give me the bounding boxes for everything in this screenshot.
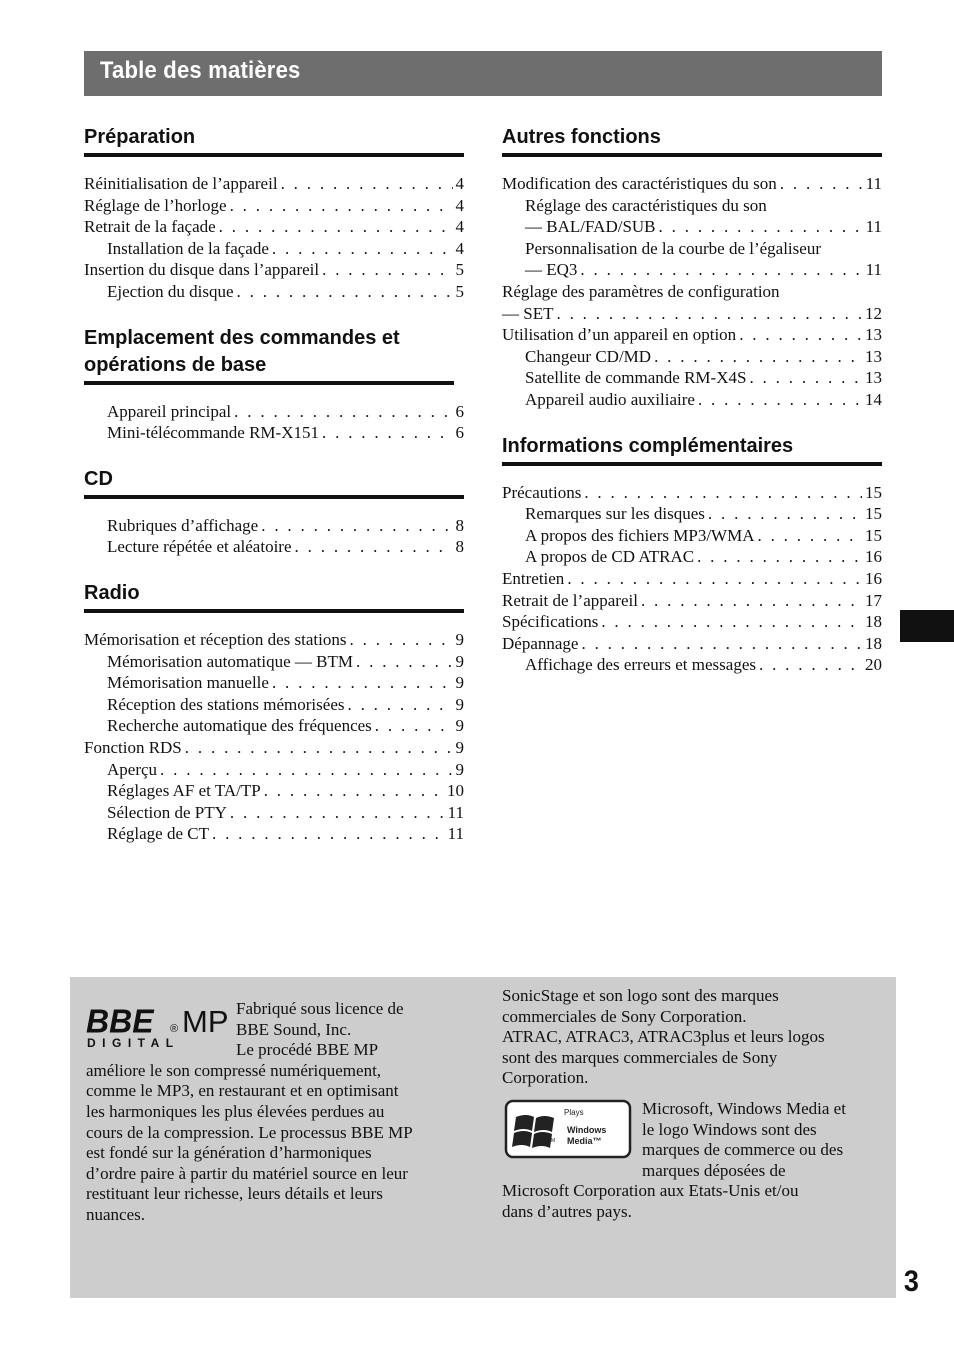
toc-section-autres xyxy=(502,124,882,411)
toc-entry[interactable]: Remarques sur les disques . . . 15 xyxy=(502,503,882,525)
toc-entry[interactable]: Lecture répétée et aléatoire . . . 8 xyxy=(84,536,464,558)
toc-entry[interactable]: Spécifications . . . 18 xyxy=(502,611,882,633)
ms-text-line: dans d’autres pays. xyxy=(502,1201,632,1221)
page-number: 3 xyxy=(903,1265,919,1298)
bbe-text-line: nuances. xyxy=(86,1204,146,1224)
section-heading: Informations complémentaires xyxy=(502,433,882,466)
bbe-mp-logo-icon xyxy=(86,1001,228,1049)
toc-entry[interactable]: Dépannage . . . 18 xyxy=(502,633,882,655)
toc-section-infos xyxy=(502,433,882,676)
sony-text-line: Corporation. xyxy=(502,1068,589,1088)
section-heading: Préparation xyxy=(84,124,464,157)
toc-entry[interactable]: Retrait de la façade . . . 4 xyxy=(84,216,464,238)
svg-text:BBE: BBE xyxy=(86,1001,154,1040)
page-title: Table des matières xyxy=(100,57,301,84)
bbe-text-line: les harmoniques les plus élevées perdues au xyxy=(86,1101,385,1121)
toc-entry[interactable]: Réinitialisation de l’appareil . . . 4 xyxy=(84,173,464,195)
sony-text-line: ATRAC, ATRAC3, ATRAC3plus et leurs logos xyxy=(502,1027,825,1047)
bbe-text-line: cours de la compression. Le processus BBE MP xyxy=(86,1122,413,1142)
toc-entry[interactable]: — EQ3 . . . 11 xyxy=(502,259,882,281)
toc-entry[interactable]: Installation de la façade . . . 4 xyxy=(84,238,464,260)
toc-entry[interactable]: Entretien . . . 16 xyxy=(502,568,882,590)
toc-entry[interactable]: Affichage des erreurs et messages . . . 20 xyxy=(502,654,882,676)
section-heading: CD xyxy=(84,466,464,499)
toc-entry-line: Réglage des paramètres de configuration xyxy=(502,281,780,301)
toc-entry[interactable]: Appareil principal . . . 6 xyxy=(84,401,464,423)
toc-entry[interactable]: Sélection de PTY . . . 11 xyxy=(84,802,464,824)
toc-entry[interactable]: A propos de CD ATRAC . . . 16 xyxy=(502,546,882,568)
bbe-text-line: Le procédé BBE MP xyxy=(236,1040,379,1060)
bbe-text-line: améliore le son compressé numériquement, xyxy=(86,1060,382,1080)
sony-microsoft-notice xyxy=(502,986,882,1223)
svg-text:Media™: Media™ xyxy=(567,1135,602,1146)
toc-entry[interactable]: Rubriques d’affichage . . . 8 xyxy=(84,515,464,537)
toc-entry[interactable]: A propos des fichiers MP3/WMA . . . 15 xyxy=(502,525,882,547)
svg-text:Windows: Windows xyxy=(567,1124,607,1135)
section-heading: Radio xyxy=(84,580,464,613)
svg-text:TM: TM xyxy=(548,1137,556,1144)
bbe-text-line: d’ordre paire à partir du matériel source en leur xyxy=(86,1163,408,1183)
toc-left-column xyxy=(84,124,464,867)
toc-entry[interactable]: Retrait de l’appareil . . . 17 xyxy=(502,590,882,612)
toc-entry[interactable]: Recherche automatique des fréquences . . . 9 xyxy=(84,715,464,737)
ms-text-line: marques déposées de xyxy=(642,1160,786,1180)
title-bar xyxy=(84,51,882,96)
ms-text-line: marques de commerce ou des xyxy=(642,1140,844,1160)
bbe-text-line: BBE Sound, Inc. xyxy=(236,1019,352,1039)
svg-text:®: ® xyxy=(170,1023,179,1035)
toc-section-radio xyxy=(84,580,464,845)
plays-windows-media-logo-icon xyxy=(504,1099,632,1159)
toc-entry[interactable]: Réglages AF et TA/TP . . . 10 xyxy=(84,780,464,802)
toc-entry[interactable]: Mémorisation et réception des stations . . . 9 xyxy=(84,629,464,651)
toc-entry[interactable]: Satellite de commande RM-X4S . . . 13 xyxy=(502,367,882,389)
sony-text-line: sont des marques commerciales de Sony xyxy=(502,1047,778,1067)
toc-entry[interactable]: Utilisation d’un appareil en option . . . 13 xyxy=(502,324,882,346)
toc-entry[interactable]: Réglage de CT . . . 11 xyxy=(84,823,464,845)
bbe-text-line: restituant leur richesse, leurs détails et leurs xyxy=(86,1184,383,1204)
toc-entry-line: Personnalisation de la courbe de l’égaliseur xyxy=(525,238,821,258)
bbe-notice xyxy=(86,999,456,1226)
svg-text:Plays: Plays xyxy=(564,1107,584,1117)
toc-entry-line: Réglage des caractéristiques du son xyxy=(525,195,767,215)
toc-entry[interactable]: Réception des stations mémorisées . . . 9 xyxy=(84,694,464,716)
ms-text-line: Microsoft, Windows Media et xyxy=(642,1098,846,1118)
bbe-text-line: comme le MP3, en restaurant et en optimisant xyxy=(86,1081,399,1101)
svg-text:DIGITAL: DIGITAL xyxy=(87,1036,180,1049)
section-heading: Autres fonctions xyxy=(502,124,882,157)
toc-entry[interactable]: Modification des caractéristiques du son . . . 11 xyxy=(502,173,882,195)
toc-entry[interactable]: — SET . . . 12 xyxy=(502,303,882,325)
toc-entry[interactable]: Insertion du disque dans l’appareil . . . 5 xyxy=(84,259,464,281)
sony-text-line: SonicStage et son logo sont des marques xyxy=(502,986,779,1005)
bbe-text-line: Fabriqué sous licence de xyxy=(236,999,404,1018)
trademark-info-box xyxy=(70,977,896,1298)
toc-entry[interactable]: — BAL/FAD/SUB . . . 11 xyxy=(502,216,882,238)
ms-text-line: le logo Windows sont des xyxy=(642,1119,817,1139)
sony-text-line: commerciales de Sony Corporation. xyxy=(502,1006,747,1026)
ms-text-line: Microsoft Corporation aux Etats-Unis et/ou xyxy=(502,1181,799,1201)
toc-entry[interactable]: Ejection du disque . . . 5 xyxy=(84,281,464,303)
toc-section-commandes xyxy=(84,325,464,444)
toc-entry[interactable]: Précautions . . . 15 xyxy=(502,482,882,504)
toc-entry[interactable]: Aperçu . . . 9 xyxy=(84,759,464,781)
toc-entry[interactable]: Réglage de l’horloge . . . 4 xyxy=(84,195,464,217)
toc-entry[interactable]: Changeur CD/MD . . . 13 xyxy=(502,346,882,368)
svg-text:MP: MP xyxy=(182,1004,228,1039)
toc-entry[interactable]: Mémorisation manuelle . . . 9 xyxy=(84,672,464,694)
toc-entry[interactable]: Mémorisation automatique — BTM . . . 9 xyxy=(84,651,464,673)
bbe-text-line: est fondé sur la génération d’harmoniques xyxy=(86,1143,372,1163)
toc-entry[interactable]: Mini-télécommande RM-X151 . . . 6 xyxy=(84,422,464,444)
toc-entry[interactable]: Appareil audio auxiliaire . . . 14 xyxy=(502,389,882,411)
toc-right-column xyxy=(502,124,882,698)
toc-section-cd xyxy=(84,466,464,558)
toc-section-preparation xyxy=(84,124,464,303)
chapter-tab-marker xyxy=(900,610,954,642)
toc-entry[interactable]: Fonction RDS . . . 9 xyxy=(84,737,464,759)
section-heading: Emplacement des commandes et opérations de base xyxy=(84,325,454,385)
